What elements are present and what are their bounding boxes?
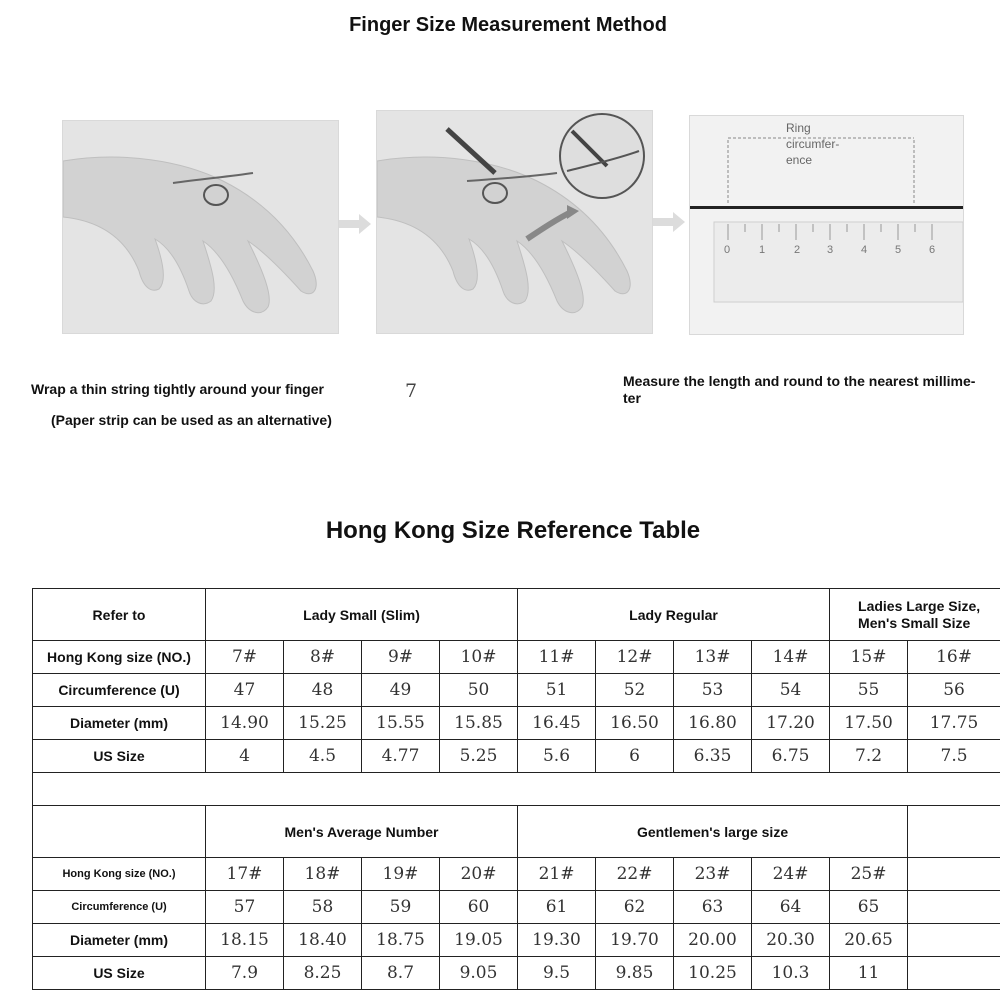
table-cell: 20# — [440, 858, 518, 891]
row-label: Hong Kong size (NO.) — [33, 641, 206, 674]
pen-marking-icon — [377, 111, 652, 333]
table-cell: 19.30 — [518, 924, 596, 957]
table-cell: 49 — [362, 674, 440, 707]
step1-note: (Paper strip can be used as an alternative) — [51, 412, 332, 428]
ruler-tick-2: 2 — [794, 244, 801, 256]
table-row — [33, 924, 1000, 957]
table-cell: 4 — [206, 740, 284, 773]
table-cell — [908, 858, 1000, 891]
table-cell: 20.30 — [752, 924, 830, 957]
table-cell: 7.9 — [206, 957, 284, 990]
table-cell: 18.75 — [362, 924, 440, 957]
arrow-right-icon — [651, 210, 687, 234]
group-mens-average: Men's Average Number — [206, 806, 518, 858]
ruler-tick-4: 4 — [861, 244, 868, 256]
table-cell: 62 — [596, 891, 674, 924]
pen-marking-photo — [376, 110, 653, 334]
table-cell: 17.75 — [908, 707, 1000, 740]
size-reference-table — [32, 588, 1000, 990]
table-cell — [908, 891, 1000, 924]
table-row — [33, 891, 1000, 924]
table-cell: 14# — [752, 641, 830, 674]
table-cell: 15.55 — [362, 707, 440, 740]
table-cell: 24# — [752, 858, 830, 891]
empty-cell — [908, 806, 1000, 858]
table-row — [33, 740, 1000, 773]
table-cell: 15# — [830, 641, 908, 674]
row-label: Circumference (U) — [33, 891, 206, 924]
table-cell: 19# — [362, 858, 440, 891]
table-cell: 7.2 — [830, 740, 908, 773]
table-cell: 20.00 — [674, 924, 752, 957]
table-cell: 7.5 — [908, 740, 1000, 773]
table-cell: 61 — [518, 891, 596, 924]
table-cell: 10.25 — [674, 957, 752, 990]
table-cell: 4.77 — [362, 740, 440, 773]
table-cell: 48 — [284, 674, 362, 707]
row-label: Hong Kong size (NO.) — [33, 858, 206, 891]
table-cell: 65 — [830, 891, 908, 924]
table-cell: 6.75 — [752, 740, 830, 773]
table-cell: 6 — [596, 740, 674, 773]
table-cell: 9.85 — [596, 957, 674, 990]
table-cell: 5.6 — [518, 740, 596, 773]
table-cell: 19.05 — [440, 924, 518, 957]
method-title: Finger Size Measurement Method — [349, 14, 667, 36]
table-row — [33, 674, 1000, 707]
table-cell: 12# — [596, 641, 674, 674]
upper-group-header-row — [33, 589, 1000, 641]
table-cell: 16.80 — [674, 707, 752, 740]
ruler-tick-6: 6 — [929, 244, 936, 256]
table-cell: 15.85 — [440, 707, 518, 740]
table-cell: 25# — [830, 858, 908, 891]
table-cell: 13# — [674, 641, 752, 674]
group-ladies-large: Ladies Large Size, Men's Small Size — [830, 589, 1000, 641]
arrow-right-icon — [337, 212, 373, 236]
table-spacer-row — [33, 773, 1000, 806]
table-cell: 7# — [206, 641, 284, 674]
table-cell: 4.5 — [284, 740, 362, 773]
table-cell: 63 — [674, 891, 752, 924]
table-cell: 14.90 — [206, 707, 284, 740]
table-cell: 15.25 — [284, 707, 362, 740]
row-label: Circumference (U) — [33, 674, 206, 707]
table-cell: 52 — [596, 674, 674, 707]
table-row — [33, 957, 1000, 990]
table-cell: 17.20 — [752, 707, 830, 740]
table-cell: 11# — [518, 641, 596, 674]
step1-caption: Wrap a thin string tightly around your finger — [31, 381, 324, 397]
ruler-tick-0: 0 — [724, 244, 731, 256]
table-title: Hong Kong Size Reference Table — [325, 517, 701, 544]
row-label: Diameter (mm) — [33, 707, 206, 740]
table-cell: 18.15 — [206, 924, 284, 957]
row-label: Diameter (mm) — [33, 924, 206, 957]
table-cell: 54 — [752, 674, 830, 707]
refer-to-label: Refer to — [33, 589, 206, 641]
table-cell: 53 — [674, 674, 752, 707]
ruler-tick-5: 5 — [895, 244, 902, 256]
table-cell: 16# — [908, 641, 1000, 674]
ruler-tick-3: 3 — [827, 244, 834, 256]
empty-cell — [33, 806, 206, 858]
table-row — [33, 707, 1000, 740]
table-cell: 10.3 — [752, 957, 830, 990]
group-lady-small: Lady Small (Slim) — [206, 589, 518, 641]
table-cell: 10# — [440, 641, 518, 674]
table-cell: 6.35 — [674, 740, 752, 773]
table-cell: 17# — [206, 858, 284, 891]
table-cell: 47 — [206, 674, 284, 707]
table-cell: 9.5 — [518, 957, 596, 990]
table-cell: 50 — [440, 674, 518, 707]
table-cell: 21# — [518, 858, 596, 891]
table-cell: 19.70 — [596, 924, 674, 957]
group-gentlemens-large: Gentlemen's large size — [518, 806, 908, 858]
table-cell: 23# — [674, 858, 752, 891]
table-cell: 64 — [752, 891, 830, 924]
table-row — [33, 641, 1000, 674]
group-lady-regular: Lady Regular — [518, 589, 830, 641]
table-cell — [908, 924, 1000, 957]
ruler-label: Ring circumfer-ence — [786, 121, 840, 167]
step3-caption: Measure the length and round to the nearest millime-ter — [623, 373, 976, 406]
step2-marker: 7 — [405, 380, 418, 402]
table-cell: 57 — [206, 891, 284, 924]
table-cell: 16.45 — [518, 707, 596, 740]
table-cell: 16.50 — [596, 707, 674, 740]
table-cell: 18.40 — [284, 924, 362, 957]
row-label: US Size — [33, 957, 206, 990]
table-cell: 55 — [830, 674, 908, 707]
table-cell: 18# — [284, 858, 362, 891]
hand-string-photo — [62, 120, 339, 334]
table-cell: 9# — [362, 641, 440, 674]
hand-icon — [63, 121, 338, 333]
row-label: US Size — [33, 740, 206, 773]
table-cell: 9.05 — [440, 957, 518, 990]
ruler-tick-1: 1 — [759, 244, 766, 256]
table-cell: 58 — [284, 891, 362, 924]
table-cell — [908, 957, 1000, 990]
table-cell: 22# — [596, 858, 674, 891]
table-cell: 17.50 — [830, 707, 908, 740]
table-cell: 59 — [362, 891, 440, 924]
table-cell: 8.25 — [284, 957, 362, 990]
spacer-cell — [33, 773, 1000, 806]
table-cell: 20.65 — [830, 924, 908, 957]
table-cell: 51 — [518, 674, 596, 707]
table-cell: 5.25 — [440, 740, 518, 773]
table-cell: 56 — [908, 674, 1000, 707]
lower-group-header-row — [33, 806, 1000, 858]
table-cell: 60 — [440, 891, 518, 924]
ruler-photo — [689, 115, 964, 335]
table-cell: 11 — [830, 957, 908, 990]
table-row — [33, 858, 1000, 891]
table-cell: 8.7 — [362, 957, 440, 990]
table-cell: 8# — [284, 641, 362, 674]
